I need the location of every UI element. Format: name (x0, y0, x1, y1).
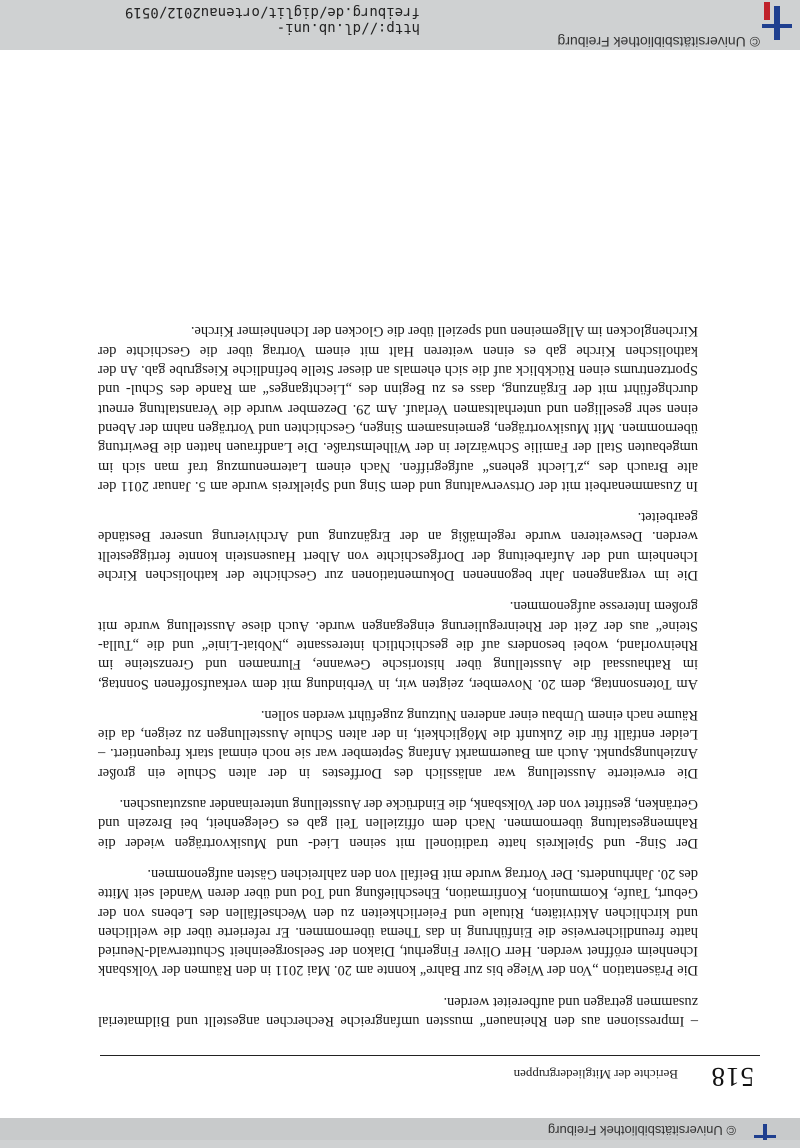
paragraph: Der Sing- und Spielkreis hatte traditionell mit seinen Lied- und Musikvorträgen wieder die Rahmengestaltung übernommen. Nach dem offiziellen Teil gab es Gelegenheit, bei Brezeln und Getränken, gestiftet von der Volksbank, die Eindrücke der Ausstellung untereinander auszutauschen. (98, 796, 698, 851)
repository-copyright: © Universitätsbibliothek Freiburg (547, 1123, 736, 1138)
paragraph: Die im vergangenen Jahr begonnenen Dokumentationen zur Geschichte der katholischen Kirche Ichenheim und der Aufarbeitung der Dorfgeschichte von Albert Hausenstein konnte fertiggestellt werden. Desweiteren wurde regelmäßig an der Ergänzung und Archivierung unserer Bestände gearbeitet. (98, 509, 698, 584)
paragraph: Die Präsentation „Von der Wiege bis zur Bahre“ konnte am 20. Mai 2011 in den Räumen der Volksbank Ichenheim eröffnet werden. Herr Oliver Fingerhut, Diakon der Seelsorgeeinheit Schutterwald-Neuried hatte freundlicherweise die Einführung in das Thema übernommen. Er referierte über die weltlichen und kirchlichen Aktivitäten, Rituale und Feierlichkeiten zu den Wechselfällen des Lebens von der Geburt, Taufe, Kommunion, Konfirmation, Eheschließung und Tod und über deren Wandel seit Mitte des 20. Jahrhunderts. Der Vortrag wurde mit Beifall von den zahlreichen Gästen aufgenommen. (98, 865, 698, 979)
university-logo-icon (754, 1124, 776, 1140)
paragraph: Am Totensonntag, dem 20. November, zeigten wir, in Verbindung mit dem verkaufsoffenen Sonntag, im Rathaussaal die Ausstellung über historische Gewanne, Flurnamen und Grenzsteine im Rheinvorland, wobei besonders auf die geschichtlich interessante „Nobiat-Linie“ und die „Tulla-Steine“ aus der Zeit der Rheinregulierung eingegangen wurde. Auch diese Ausstellung wurde mit großem Interesse aufgenommen. (98, 598, 698, 692)
paragraph: Die erweiterte Ausstellung war anlässlich des Dorffestes in der alten Schule ein großer Anziehungspunkt. Auch am Bauernmarkt Anfang September war sie noch einmal stark frequentiert. – Leider entfällt für die Zukunft die Möglichkeit, in der alten Schule Ausstellungen zu zeigen, da die Räume nach einem Umbau einer anderen Nutzung zugeführt werden sollen. (98, 706, 698, 781)
running-header (100, 1055, 760, 1092)
page-number: 518 (710, 1062, 754, 1092)
repository-copyright: © Universitätsbibliothek Freiburg (557, 34, 760, 50)
running-title: Berichte der Mitgliedergruppen (513, 1067, 678, 1082)
university-logo-icon (758, 2, 794, 44)
repository-banner-bottom (0, 0, 800, 50)
repository-banner-top (0, 1118, 800, 1148)
paragraph: In Zusammenarbeit mit der Ortsverwaltung und dem Sing und Spielkreis wurde am 5. Januar 2011 der alte Brauch des „z'Liecht gehens“ aufgegriffen. Nach einem Laternenumzug traf man sich im umgebauten Stall der Familie Schwärzler in der Wilhelmstraße. Die Landfrauen hatten die Bewirtung übernommen. Mit Musikvorträgen, gemeinsamem Singen, Geschichten und Vorträgen nahm der Abend einen sehr geselligen und unterhaltsamen Verlauf. Am 29. Dezember wurde die Veranstaltung erneut durchgeführt mit der Ergänzung, dass es zu Beginn des „Liechtganges“ am Rande des Schul- und Sportzentrums einen Rückblick auf die sich ehemals an dieser Stelle befindliche Kiesgrube gab. An der katholischen Kirche gab es einen weiteren Halt mit einem Vortrag über die Geschichte der Kirchenglocken im Allgemeinen und speziell über die Glocken der Ichenheimer Kirche. (98, 323, 698, 494)
paragraph: – Impressionen aus den Rheinauen“ mussten umfangreiche Recherchen angestellt und Bildmaterial zusammen getragen und aufbereitet werden. (98, 993, 698, 1029)
document-url[interactable]: http://dl.ub.uni-freiburg.de/diglit/ortenau2012/0519 (124, 4, 420, 36)
article-body (98, 309, 698, 1030)
